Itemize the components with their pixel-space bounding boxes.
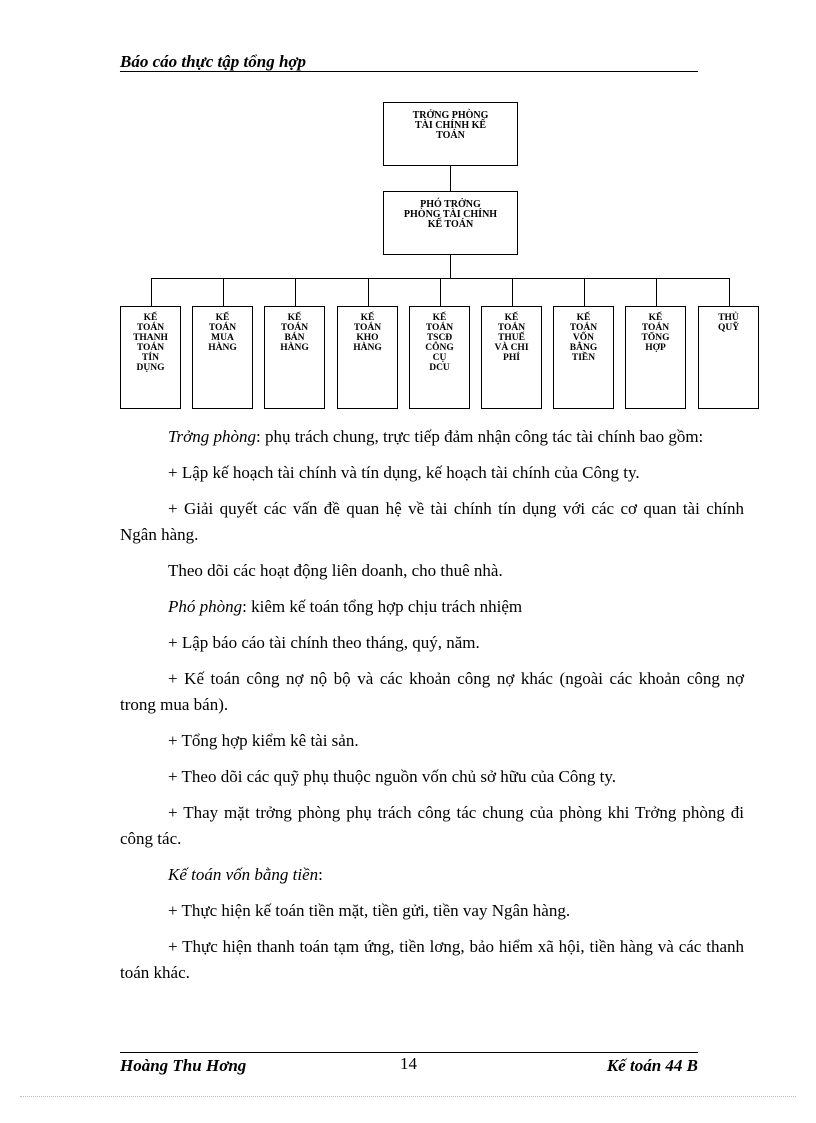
paragraph-truong-phong bbox=[120, 424, 744, 450]
connector-unit-6 bbox=[512, 278, 513, 306]
org-chart bbox=[110, 95, 780, 415]
paragraph-text: : kiêm kế toán tổng hợp chịu trách nhiệm bbox=[242, 597, 523, 616]
connector-unit-8 bbox=[656, 278, 657, 306]
paragraph-lead: Trởng phòng bbox=[168, 427, 256, 446]
page-edge bbox=[20, 1096, 796, 1097]
connector-unit-2 bbox=[223, 278, 224, 306]
paragraph-lead: Kế toán vốn bằng tiền bbox=[168, 865, 319, 884]
connector-unit-9 bbox=[729, 278, 730, 306]
paragraph: + Kế toán công nợ nộ bộ và các khoản công nợ khác (ngoài các khoản công nợ trong mua bán). bbox=[120, 669, 744, 714]
footer-rule bbox=[120, 1052, 698, 1053]
org-box-unit-label: THỦ QUỸ bbox=[717, 313, 740, 333]
connector-unit-4 bbox=[368, 278, 369, 306]
org-box-unit-label: KẾ TOÁN BÁN HÀNG bbox=[280, 313, 309, 353]
paragraph-lead: Phó phòng bbox=[168, 597, 243, 616]
connector-unit-1 bbox=[151, 278, 152, 306]
paragraph: + Thực hiện kế toán tiền mặt, tiền gửi, tiền vay Ngân hàng. bbox=[168, 901, 571, 920]
paragraph: + Thay mặt trởng phòng phụ trách công tác chung của phòng khi Trởng phòng đi công tác. bbox=[120, 803, 744, 848]
org-box-unit-9 bbox=[698, 306, 759, 409]
footer-class: Kế toán 44 B bbox=[606, 1056, 698, 1075]
connector-deputy-bus bbox=[450, 255, 451, 278]
connector-unit-5 bbox=[440, 278, 441, 306]
paragraph: + Theo dõi các quỹ phụ thuộc nguồn vốn chủ sở hữu của Công ty. bbox=[168, 767, 617, 786]
org-box-unit-3 bbox=[264, 306, 325, 409]
connector-head-deputy bbox=[450, 166, 451, 191]
paragraph: Theo dõi các hoạt động liên doanh, cho thuê nhà. bbox=[168, 561, 503, 580]
org-box-unit-label: KẾ TOÁN KHO HÀNG bbox=[353, 313, 382, 353]
org-box-unit-label: KẾ TOÁN TỔNG HỢP bbox=[641, 313, 670, 353]
header-rule bbox=[120, 71, 698, 72]
footer-author: Hoàng Thu Hơng bbox=[120, 1056, 247, 1075]
paragraph: + Lập báo cáo tài chính theo tháng, quý, năm. bbox=[168, 633, 480, 652]
connector-unit-3 bbox=[295, 278, 296, 306]
org-box-head-label: TRỞNG PHÒNG TÀI CHÍNH KẾ TOÁN bbox=[412, 110, 489, 141]
paragraph-text: : phụ trách chung, trực tiếp đảm nhận công tác tài chính bao gồm: bbox=[255, 427, 704, 446]
org-box-unit-2 bbox=[192, 306, 253, 409]
paragraph: + Tổng hợp kiểm kê tài sản. bbox=[168, 731, 359, 750]
org-box-unit-label: KẾ TOÁN THANH TOÁN TÍN DỤNG bbox=[133, 313, 168, 373]
org-box-deputy-label: PHÓ TRỞNG PHÒNG TÀI CHÍNH KẾ TOÁN bbox=[403, 199, 498, 230]
report-header-title: Báo cáo thực tập tổng hợp bbox=[120, 52, 307, 71]
org-box-unit-4 bbox=[337, 306, 398, 409]
org-box-unit-label: KẾ TOÁN VỐN BẰNG TIỀN bbox=[569, 313, 598, 363]
org-box-unit-8 bbox=[625, 306, 686, 409]
org-box-unit-1 bbox=[120, 306, 181, 409]
org-box-unit-label: KẾ TOÁN THUẾ VÀ CHI PHÍ bbox=[494, 313, 529, 363]
paragraph-ke-toan-von bbox=[120, 862, 744, 888]
body-text bbox=[120, 424, 744, 996]
connector-unit-7 bbox=[584, 278, 585, 306]
org-box-unit-7 bbox=[553, 306, 614, 409]
org-box-unit-label: KẾ TOÁN MUA HÀNG bbox=[208, 313, 237, 353]
footer-page-number: 14 bbox=[400, 1054, 417, 1073]
org-box-unit-6 bbox=[481, 306, 542, 409]
org-box-unit-5 bbox=[409, 306, 470, 409]
org-box-head bbox=[383, 102, 518, 166]
org-box-unit-label: KẾ TOÁN TSCĐ CÔNG CỤ DCU bbox=[425, 313, 454, 373]
org-box-deputy bbox=[383, 191, 518, 255]
paragraph: + Lập kế hoạch tài chính và tín dụng, kế hoạch tài chính của Công ty. bbox=[168, 463, 640, 482]
paragraph: + Giải quyết các vấn đề quan hệ về tài chính tín dụng với các cơ quan tài chính Ngân hàng. bbox=[120, 499, 744, 544]
paragraph-pho-phong bbox=[120, 594, 744, 620]
paragraph: + Thực hiện thanh toán tạm ứng, tiền lơng, bảo hiểm xã hội, tiền hàng và các thanh toán khác. bbox=[120, 937, 744, 982]
paragraph-text: : bbox=[318, 865, 323, 884]
